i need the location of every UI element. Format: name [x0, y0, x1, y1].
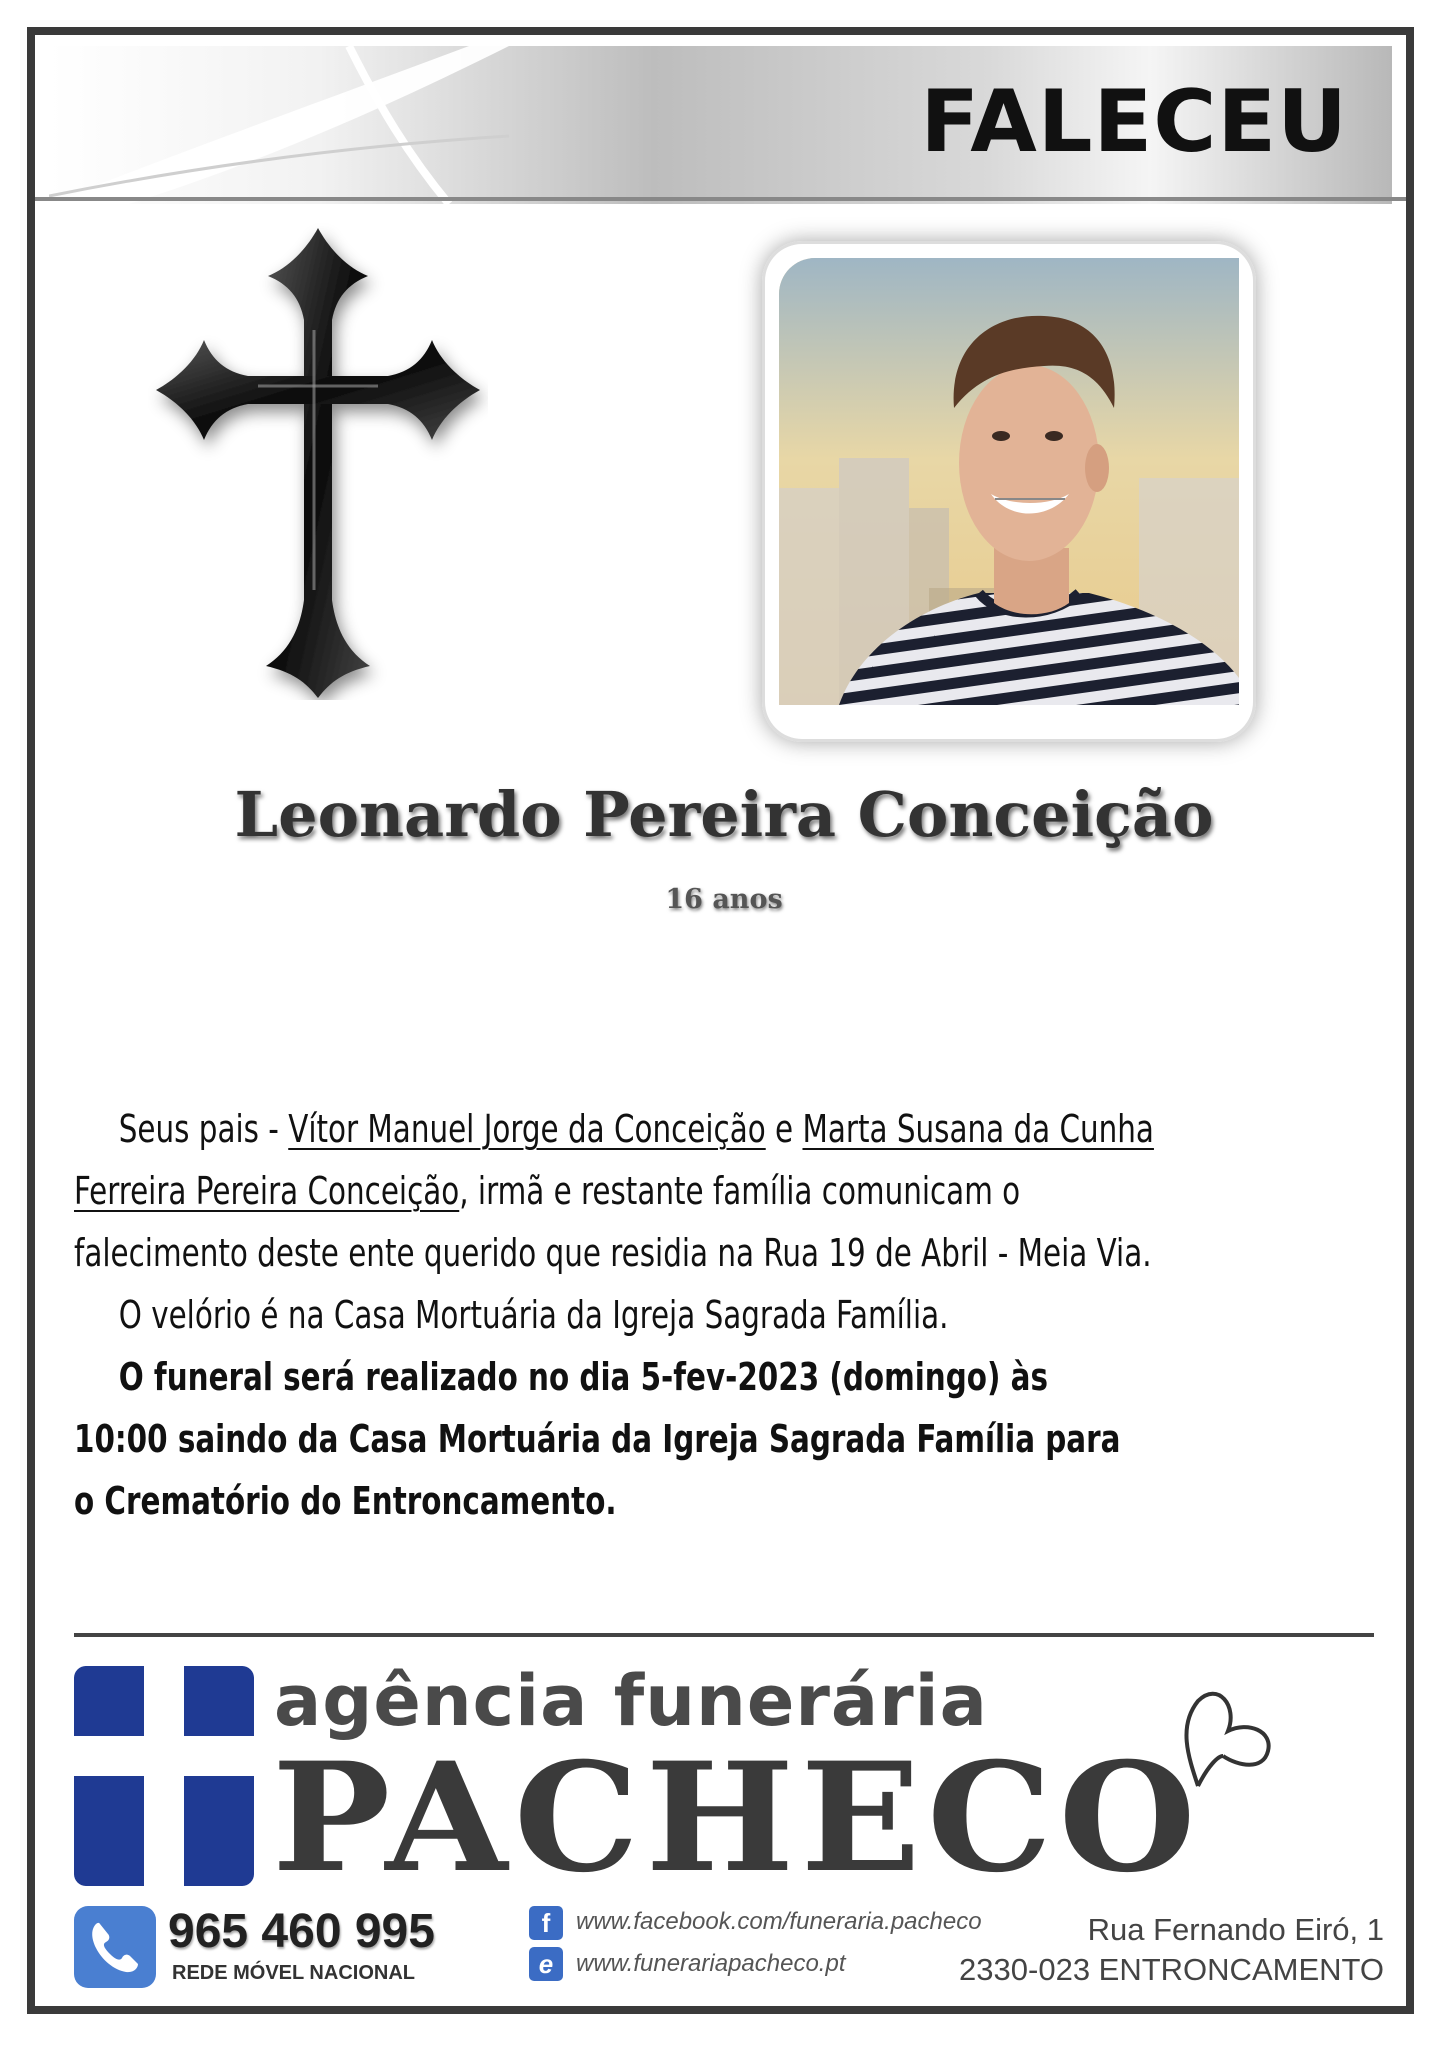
website-link[interactable]: www.funerariapacheco.pt [576, 1950, 846, 1977]
family-intro: Seus pais - [118, 1107, 289, 1151]
deceased-age: 16 anos [665, 884, 783, 915]
header-banner [49, 46, 1392, 204]
cross-icon [148, 220, 488, 700]
mother-name-line1: Marta Susana da Cunha [802, 1107, 1154, 1151]
phone-number: 965 460 995 [168, 1905, 435, 1958]
butterfly-icon [1168, 1686, 1278, 1796]
funeral-line2: 10:00 saindo da Casa Mortuária da Igreja Sagrada Família para [74, 1417, 1121, 1461]
facebook-icon: f [529, 1906, 563, 1940]
agency-logo-icon [74, 1666, 254, 1886]
page-title: FALECEU [920, 72, 1348, 172]
web-icon: e [529, 1947, 563, 1981]
address-line1: Rua Fernando Eiró, 1 [1087, 1912, 1384, 1947]
paragraph-funeral [74, 1346, 1381, 1532]
facebook-link[interactable]: www.facebook.com/funeraria.pacheco [576, 1908, 982, 1935]
agency-name: PACHECO [272, 1730, 1203, 1906]
address-line2: 2330-023 ENTRONCAMENTO [959, 1952, 1384, 1987]
funeral-line3: o Crematório do Entroncamento. [74, 1479, 617, 1523]
residence-text: falecimento deste ente querido que residia na Rua 19 de Abril - Meia Via. [74, 1231, 1152, 1275]
footer-divider [74, 1633, 1374, 1637]
paragraph-family [74, 1098, 1381, 1284]
paragraph-wake [74, 1284, 1381, 1346]
agency-tagline: agência funerária [274, 1660, 988, 1742]
father-name: Vítor Manuel Jorge da Conceição [288, 1107, 766, 1151]
funeral-line1: O funeral será realizado no dia 5-fev-2023 (domingo) às [118, 1355, 1048, 1399]
phone-icon [74, 1906, 156, 1988]
wake-text: O velório é na Casa Mortuária da Igreja Sagrada Família. [118, 1293, 949, 1337]
conjunction: e [765, 1107, 803, 1151]
family-continuation: , irmã e restante família comunicam o [459, 1169, 1021, 1213]
portrait-photo [779, 258, 1239, 705]
mother-name-line2: Ferreira Pereira Conceição [74, 1169, 460, 1213]
portrait-frame [762, 241, 1256, 742]
banner-divider [35, 197, 1406, 201]
phone-note: REDE MÓVEL NACIONAL [172, 1962, 415, 1984]
announcement-text [74, 1098, 1381, 1532]
deceased-name: Leonardo Pereira Conceição [234, 778, 1214, 851]
